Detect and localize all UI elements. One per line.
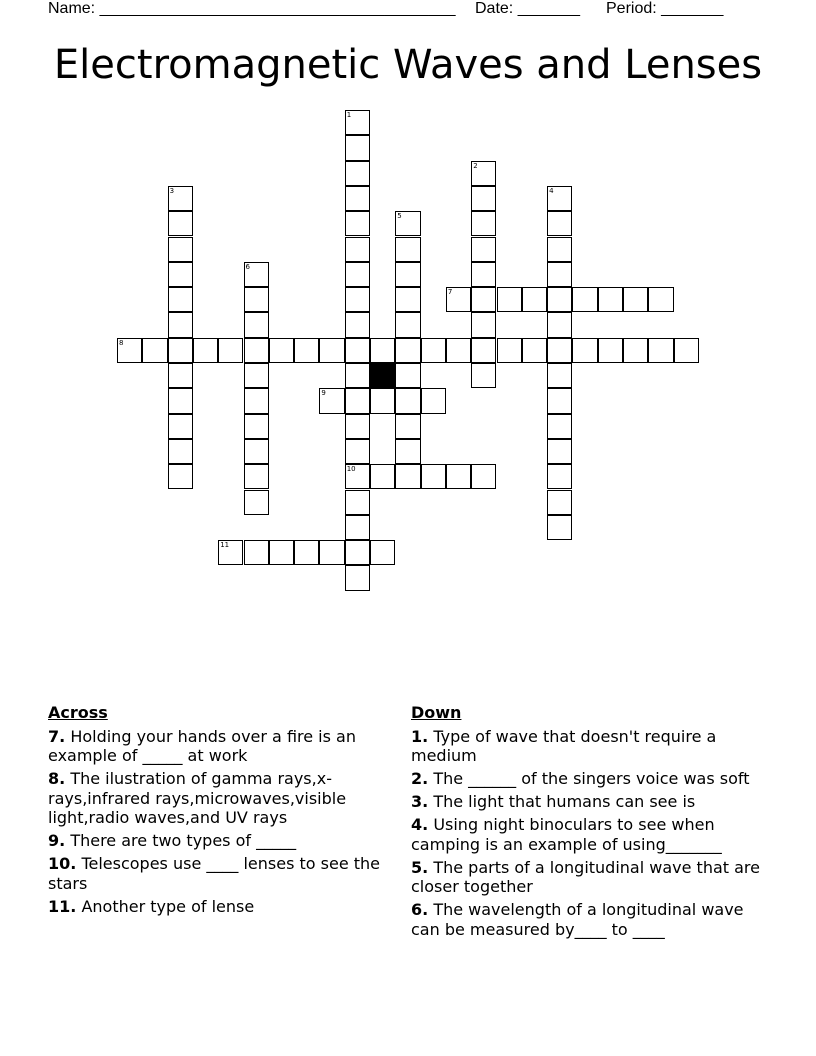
grid-cell[interactable] [395,388,420,413]
grid-cell[interactable] [497,287,522,312]
grid-cell[interactable] [244,312,269,337]
cell-number: 2 [473,161,478,170]
clue-text: The wavelength of a longitudinal wave can be measured by____ to ____ [411,900,744,939]
grid-block [370,363,395,388]
grid-cell[interactable] [345,262,370,287]
grid-cell[interactable] [471,211,496,236]
grid-cell[interactable] [471,312,496,337]
grid-cell[interactable] [395,312,420,337]
grid-cell[interactable] [218,338,243,363]
grid-cell[interactable] [168,262,193,287]
cell-number: 3 [169,186,175,195]
grid-cell[interactable] [345,565,370,590]
grid-cell[interactable] [547,490,572,515]
clue-down-2 [411,769,771,789]
clue-text: Telescopes use ____ lenses to see the stars [48,854,381,893]
grid-cell[interactable] [547,287,572,312]
grid-cell[interactable] [522,338,547,363]
grid-cell[interactable] [345,211,370,236]
clue-down-5 [411,858,771,897]
grid-cell[interactable] [547,211,572,236]
clue-number: 9. [48,831,66,850]
grid-cell[interactable] [572,338,597,363]
grid-cell[interactable] [168,338,193,363]
clue-across-10 [48,854,388,893]
grid-cell[interactable] [471,237,496,262]
grid-cell[interactable] [547,186,572,211]
grid-cell[interactable] [395,211,420,236]
grid-cell[interactable] [395,464,420,489]
clue-text: Holding your hands over a fire is an example of _____ at work [48,726,356,765]
grid-cell[interactable] [421,464,446,489]
name-field[interactable]: Name: ________________________________________ [48,0,456,17]
grid-cell[interactable] [345,161,370,186]
grid-cell[interactable] [345,439,370,464]
clue-down-6 [411,900,771,939]
clue-down-4 [411,815,771,854]
grid-cell[interactable] [623,287,648,312]
grid-cell[interactable] [598,338,623,363]
clue-text: There are two types of _____ [70,831,297,850]
cell-number: 10 [346,465,356,474]
grid-cell[interactable] [471,186,496,211]
clue-number: 10. [48,854,77,873]
clue-text: The light that humans can see is [433,792,696,811]
grid-cell[interactable] [294,540,319,565]
grid-cell[interactable] [168,186,193,211]
clue-text: The ______ of the singers voice was soft [433,769,750,788]
grid-cell[interactable] [244,464,269,489]
across-clues [48,703,388,920]
clue-text: The ilustration of gamma rays,x-rays,infrared rays,microwaves,visible light,radio waves,and UV rays [48,769,347,827]
clue-number: 1. [411,726,429,746]
clue-number: 5. [411,857,429,877]
clue-number: 7. [48,726,66,746]
grid-cell[interactable] [345,363,370,388]
grid-cell[interactable] [421,388,446,413]
date-field[interactable]: Date: _______ [475,0,580,17]
grid-cell[interactable] [345,287,370,312]
clue-number: 6. [411,900,429,919]
grid-cell[interactable] [319,388,344,413]
grid-cell[interactable] [345,135,370,160]
grid-cell[interactable] [547,363,572,388]
grid-cell[interactable] [244,338,269,363]
grid-cell[interactable] [168,211,193,236]
down-clues [411,703,771,943]
clue-across-11 [48,897,388,917]
grid-cell[interactable] [471,161,496,186]
grid-cell[interactable] [269,338,294,363]
grid-cell[interactable] [142,338,167,363]
cell-number: 1 [346,111,352,119]
grid-cell[interactable] [572,287,597,312]
cell-number: 8 [119,338,124,347]
grid-cell[interactable] [345,464,370,489]
clue-across-8 [48,769,388,828]
grid-cell[interactable] [471,262,496,287]
grid-cell[interactable] [370,464,395,489]
clue-number: 4. [411,815,429,834]
grid-cell[interactable] [244,540,269,565]
clue-number: 8. [48,769,66,788]
clue-number: 2. [411,769,429,788]
grid-cell[interactable] [395,338,420,363]
clue-number: 11. [48,896,77,916]
grid-cell[interactable] [345,540,370,565]
grid-cell[interactable] [244,490,269,515]
grid-cell[interactable] [345,110,370,135]
grid-cell[interactable] [117,338,142,363]
grid-cell[interactable] [345,490,370,515]
grid-cell[interactable] [446,338,471,363]
grid-cell[interactable] [395,363,420,388]
cell-number: 6 [245,262,250,271]
grid-cell[interactable] [395,262,420,287]
cell-number: 4 [549,186,554,195]
grid-cell[interactable] [370,338,395,363]
grid-cell[interactable] [522,287,547,312]
grid-cell[interactable] [345,312,370,337]
clue-across-7 [48,727,388,766]
cell-number: 5 [397,212,402,221]
grid-cell[interactable] [319,338,344,363]
clue-text: Type of wave that doesn't require a medium [411,726,717,765]
cell-number: 9 [321,389,326,398]
grid-cell[interactable] [168,439,193,464]
grid-cell[interactable] [294,338,319,363]
grid-cell[interactable] [168,414,193,439]
grid-cell[interactable] [168,237,193,262]
grid-cell[interactable] [547,515,572,540]
grid-cell[interactable] [168,363,193,388]
grid-cell[interactable] [547,439,572,464]
grid-cell[interactable] [547,262,572,287]
grid-cell[interactable] [345,186,370,211]
grid-cell[interactable] [244,439,269,464]
grid-cell[interactable] [345,414,370,439]
grid-cell[interactable] [168,388,193,413]
grid-cell[interactable] [674,338,699,363]
grid-cell[interactable] [370,540,395,565]
cell-number: 11 [220,541,230,550]
grid-cell[interactable] [547,237,572,262]
grid-cell[interactable] [547,338,572,363]
grid-cell[interactable] [648,338,673,363]
grid-cell[interactable] [471,338,496,363]
grid-cell[interactable] [168,287,193,312]
clue-down-3 [411,792,771,812]
clue-down-1 [411,727,771,766]
grid-cell[interactable] [471,363,496,388]
across-heading: Across [48,703,108,722]
grid-cell[interactable] [193,338,218,363]
grid-cell[interactable] [446,464,471,489]
grid-cell[interactable] [598,287,623,312]
clue-text: The parts of a longitudinal wave that are closer together [411,857,760,896]
grid-cell[interactable] [547,388,572,413]
grid-cell[interactable] [547,312,572,337]
grid-cell[interactable] [395,237,420,262]
grid-cell[interactable] [244,262,269,287]
grid-cell[interactable] [345,515,370,540]
grid-cell[interactable] [345,388,370,413]
grid-cell[interactable] [446,287,471,312]
clue-across-9 [48,831,388,851]
grid-cell[interactable] [648,287,673,312]
grid-cell[interactable] [395,439,420,464]
grid-cell[interactable] [168,464,193,489]
period-field[interactable]: Period: _______ [606,0,724,17]
grid-cell[interactable] [370,388,395,413]
grid-cell[interactable] [623,338,648,363]
down-heading: Down [411,703,462,722]
puzzle-title: Electromagnetic Waves and Lenses [53,42,763,88]
grid-cell[interactable] [345,237,370,262]
grid-cell[interactable] [547,464,572,489]
grid-cell[interactable] [244,414,269,439]
grid-cell[interactable] [395,287,420,312]
grid-cell[interactable] [168,312,193,337]
grid-cell[interactable] [421,338,446,363]
grid-cell[interactable] [244,287,269,312]
grid-cell[interactable] [547,414,572,439]
grid-cell[interactable] [244,388,269,413]
grid-cell[interactable] [395,414,420,439]
grid-cell[interactable] [471,464,496,489]
grid-cell[interactable] [218,540,243,565]
grid-cell[interactable] [269,540,294,565]
clue-text: Using night binoculars to see when camping is an example of using_______ [411,815,722,854]
clue-text: Another type of lense [81,896,255,916]
grid-cell[interactable] [471,287,496,312]
grid-cell[interactable] [244,363,269,388]
grid-cell[interactable] [497,338,522,363]
grid-cell[interactable] [345,338,370,363]
grid-cell[interactable] [319,540,344,565]
clue-number: 3. [411,792,429,811]
cell-number: 7 [447,288,453,297]
